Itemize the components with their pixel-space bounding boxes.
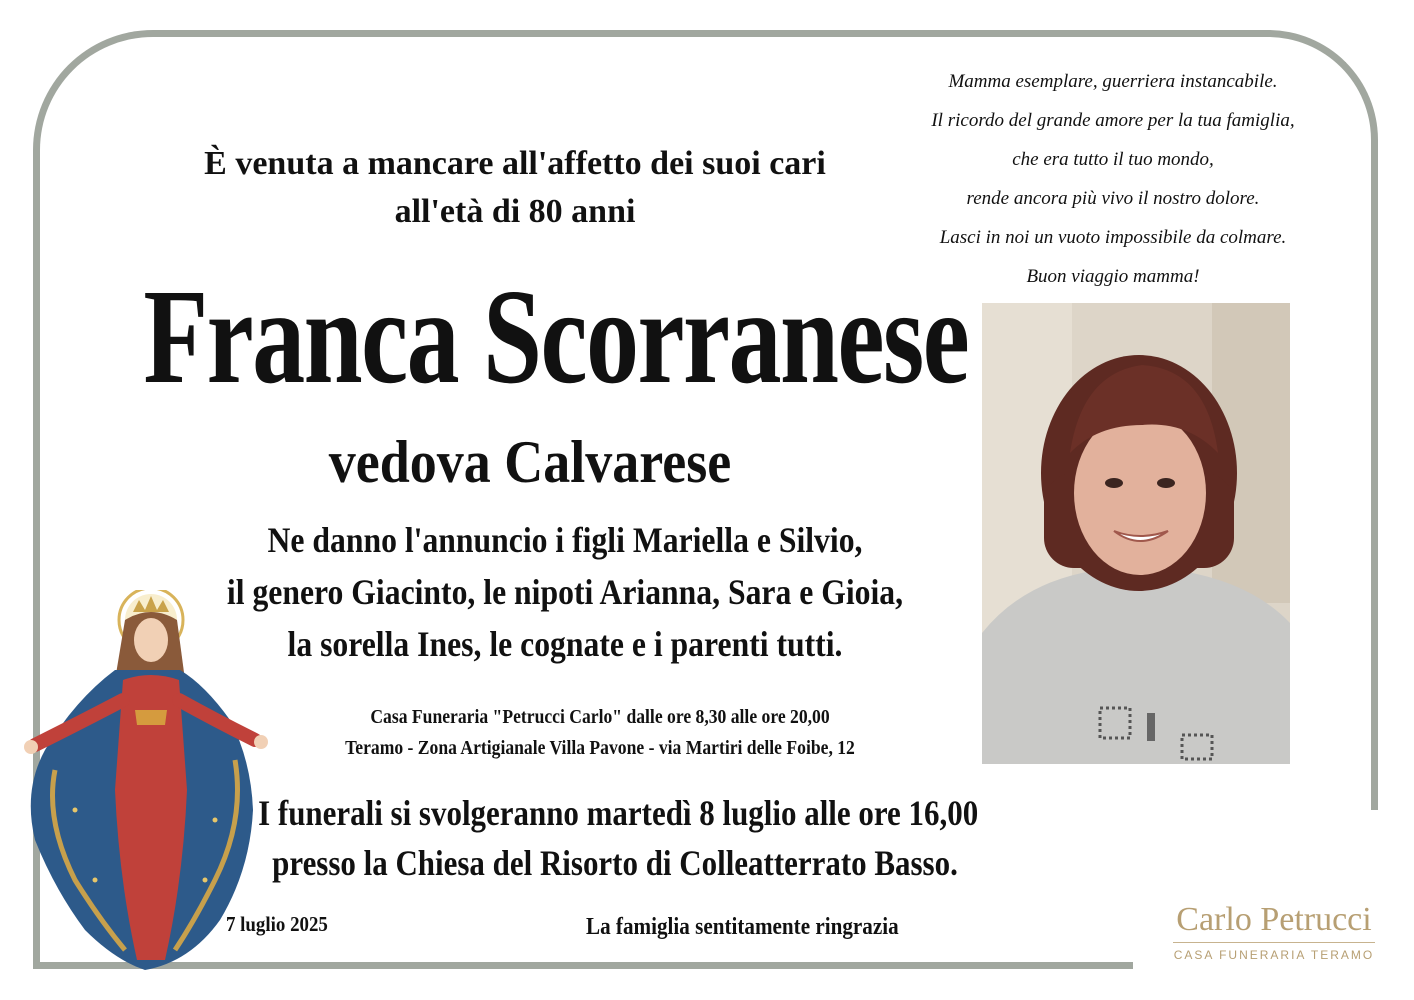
poem-text: [880, 62, 1346, 296]
madonna-illustration: [15, 590, 270, 980]
poem-line: Mamma esemplare, guerriera instancabile.: [948, 71, 1278, 92]
portrait-photo: [982, 303, 1290, 764]
poem-line: rende ancora più vivo il nostro dolore.: [966, 188, 1260, 209]
intro-text: [150, 140, 880, 236]
married-name: vedova Calvarese: [328, 429, 732, 495]
visitation-line-2: Teramo - Zona Artigianale Villa Pavone - via Martiri delle Foibe, 12: [345, 737, 855, 759]
logo-subtitle: CASA FUNERARIA TERAMO: [1173, 948, 1375, 962]
deceased-name: Franca Scorranese: [143, 262, 969, 412]
visitation-info: [292, 702, 908, 764]
announcement-line: la sorella Ines, le cognate e i parenti tutti.: [287, 624, 843, 664]
intro-line-2: all'età di 80 anni: [394, 193, 636, 230]
funeral-line-2: presso la Chiesa del Risorto di Colleatterrato Basso.: [272, 843, 958, 883]
poem-line: Lasci in noi un vuoto impossibile da colmare.: [939, 227, 1287, 248]
poem-line: Buon viaggio mamma!: [1026, 266, 1200, 287]
funeral-line-1: I funerali si svolgeranno martedì 8 luglio alle ore 16,00: [258, 793, 979, 833]
poem-line: che era tutto il tuo mondo,: [1012, 149, 1214, 170]
visitation-line-1: Casa Funeraria "Petrucci Carlo" dalle ore 8,30 alle ore 20,00: [370, 706, 830, 728]
announcement-text: [209, 514, 922, 670]
madonna-image: [15, 590, 270, 980]
logo-name: Carlo Petrucci: [1176, 901, 1372, 938]
logo-divider: [1173, 942, 1375, 943]
announcement-line: il genero Giacinto, le nipoti Arianna, Sara e Gioia,: [226, 572, 904, 612]
announcement-line: Ne danno l'annuncio i figli Mariella e Silvio,: [267, 520, 863, 560]
notice-date: 7 luglio 2025: [226, 912, 328, 936]
funeral-home-logo: [1165, 900, 1383, 962]
funeral-info: [258, 788, 979, 888]
poem-line: Il ricordo del grande amore per la tua famiglia,: [931, 110, 1295, 131]
intro-line-1: È venuta a mancare all'affetto dei suoi cari: [204, 145, 826, 182]
portrait-illustration: [982, 303, 1290, 764]
family-thanks: La famiglia sentitamente ringrazia: [586, 914, 899, 940]
